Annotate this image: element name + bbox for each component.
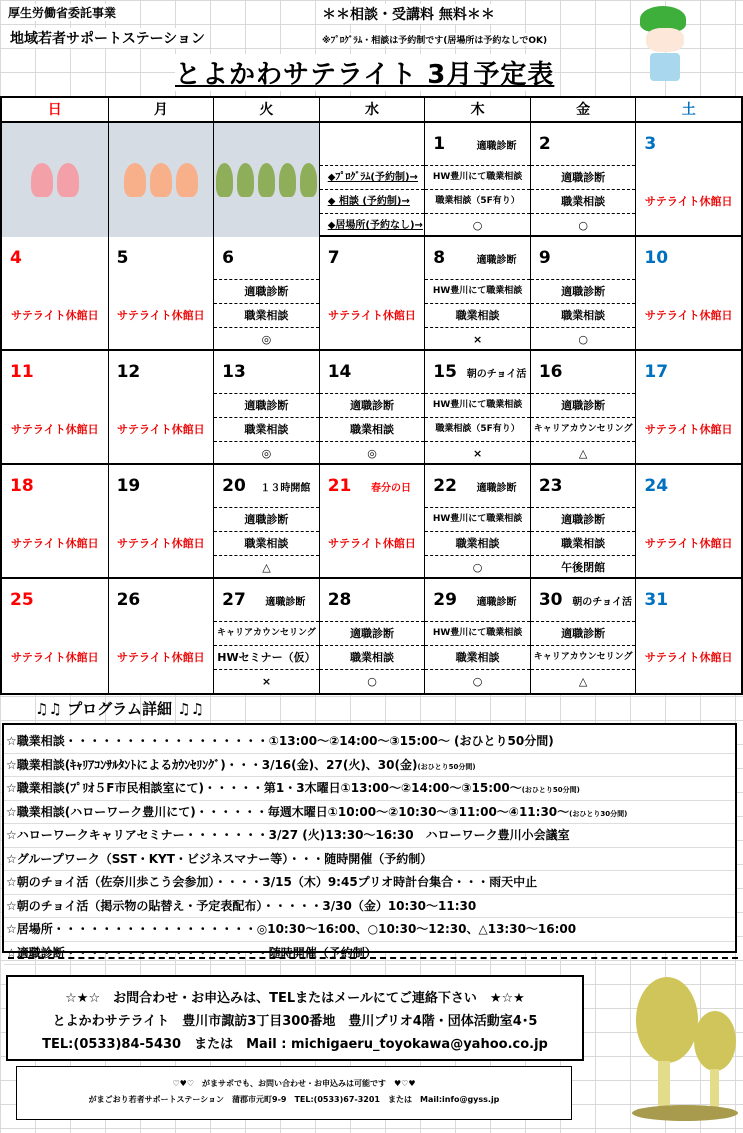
org-name: 地域若者サポートステーション	[10, 28, 205, 48]
schedule-item: 職業相談	[531, 303, 636, 327]
closed-label: サテライト休館日	[10, 309, 99, 322]
program-text: ☆職業相談(ハローワーク豊川にて)・・・・・・毎週木曜日①10:00～②10:30～③11:00～④11:30～	[6, 804, 570, 819]
contact-tel-mail: TEL:(0533)84-5430 または Mail : michigaeru_toyokawa@yahoo.co.jp	[42, 1037, 548, 1052]
date-number: 11	[10, 362, 34, 382]
date-number: 25	[10, 590, 34, 610]
program-details	[2, 723, 737, 960]
day-cell	[530, 237, 636, 351]
ibasho-status: ○	[425, 669, 530, 693]
date-header	[2, 465, 108, 507]
day-cell	[424, 579, 530, 693]
doll-icon	[258, 163, 275, 197]
schedule-item: 職業相談	[531, 189, 636, 213]
calendar-week	[2, 351, 741, 465]
date-header	[531, 237, 636, 279]
day-cell	[213, 237, 319, 351]
day-cell	[635, 579, 741, 693]
date-number: 3	[644, 134, 657, 154]
day-note: 適職診断	[265, 596, 306, 608]
reservation-note: ※ﾌﾟﾛｸﾞﾗﾑ・相談は予約制です(居場所は予約なしでOK)	[322, 33, 547, 46]
program-item	[4, 848, 735, 872]
date-number: 22	[433, 476, 457, 496]
closed-label: サテライト休館日	[117, 423, 205, 436]
schedule-item: 適職診断	[320, 621, 425, 645]
date-number: 18	[10, 476, 34, 496]
schedule-item: 職業相談	[320, 645, 425, 669]
day-cell	[2, 237, 108, 351]
closed-label: サテライト休館日	[644, 309, 733, 322]
schedule-item: 職業相談	[425, 531, 530, 555]
date-header	[2, 579, 108, 621]
day-cell	[635, 351, 741, 465]
day-cell	[108, 237, 214, 351]
closed-label: サテライト休館日	[117, 651, 205, 664]
date-header	[636, 465, 741, 507]
date-header	[425, 351, 530, 393]
date-number: 8	[433, 248, 446, 268]
weekday-3: 水	[319, 98, 425, 122]
schedule-item: 職業相談	[531, 531, 636, 555]
schedule-item: 職業相談	[425, 645, 530, 669]
date-number: 9	[538, 248, 551, 268]
date-number: 16	[538, 362, 563, 382]
date-header	[109, 237, 214, 279]
ibasho-status: ○	[320, 669, 425, 693]
schedule-item: HWセミナー（仮）	[214, 645, 319, 669]
weekday-0: 日	[47, 102, 62, 118]
day-note: 適職診断	[476, 482, 517, 494]
contact-box	[6, 975, 584, 1061]
ministry-label: 厚生労働省委託事業	[8, 6, 117, 20]
schedule-item: 職業相談	[214, 531, 319, 555]
gamagori-box	[16, 1066, 572, 1120]
date-header	[320, 237, 425, 279]
program-note: (おひとり50分間)	[521, 786, 580, 794]
calendar	[0, 96, 743, 695]
day-cell	[2, 351, 108, 465]
date-number: 19	[116, 476, 141, 496]
ibasho-status: ○	[425, 555, 530, 579]
date-header	[636, 237, 741, 279]
schedule-item: HW豊川にて職業相談	[425, 279, 530, 303]
day-cell	[2, 123, 108, 237]
day-cell	[424, 237, 530, 351]
ibasho-status: ○	[531, 327, 636, 351]
date-header	[425, 465, 530, 507]
closed-label: サテライト休館日	[644, 651, 733, 664]
free-notice: ＊＊相談・受講料 無料＊＊	[322, 4, 495, 24]
day-note: 適職診断	[476, 140, 517, 152]
day-cell	[530, 465, 636, 579]
schedule-item: 適職診断	[531, 621, 636, 645]
ibasho-status: △	[531, 441, 636, 465]
program-item	[4, 730, 735, 754]
date-header	[109, 351, 214, 393]
date-number: 29	[433, 590, 457, 610]
program-note: (おひとり30分間)	[569, 809, 628, 818]
divider	[8, 957, 738, 959]
program-text: ☆職業相談(ｷｬﾘｱｺﾝｻﾙﾀﾝﾄによるｶｳﾝｾﾘﾝｸﾞ)・・・3/16(金)、27(火)、30(金)	[6, 757, 418, 772]
hina-doll-illustration-icon	[2, 123, 108, 237]
day-cell	[635, 123, 741, 237]
date-number: 20	[222, 476, 246, 496]
date-header	[214, 351, 319, 393]
date-header	[531, 579, 636, 621]
empty-date	[320, 123, 425, 165]
date-number: 30	[538, 590, 563, 610]
date-number: 12	[116, 362, 141, 382]
ibasho-status: ◎	[320, 441, 425, 465]
program-text: ☆適職診断・・・・・・・・・・・・・・・・・随時開催（予約制）	[6, 945, 377, 960]
day-cell	[530, 351, 636, 465]
date-number: 26	[116, 590, 141, 610]
schedule-item: 適職診断	[214, 279, 319, 303]
ibasho-status: ×	[425, 441, 530, 465]
program-item	[4, 871, 735, 895]
date-number: 27	[222, 590, 246, 610]
program-title: ♫♫ プログラム詳細 ♫♫	[35, 700, 205, 718]
program-item	[4, 918, 735, 942]
day-cell	[108, 351, 214, 465]
row-label: ◆ﾌﾟﾛｸﾞﾗﾑ(予約制)→	[320, 165, 425, 189]
date-header	[425, 237, 530, 279]
date-header	[531, 123, 636, 165]
weekday-header	[2, 98, 741, 123]
weekday-2: 火	[213, 98, 319, 122]
date-header	[636, 351, 741, 393]
program-text: ☆職業相談(ﾌﾟﾘｵ５F市民相談室にて)・・・・・第1・3木曜日①13:00～②14:00～③15:00～	[6, 781, 522, 795]
doll-icon	[300, 163, 317, 197]
date-number: 24	[644, 476, 669, 496]
date-number: 1	[433, 134, 446, 154]
date-number: 28	[327, 590, 352, 610]
date-number: 2	[538, 134, 551, 154]
date-header	[425, 579, 530, 621]
date-number: 21	[327, 476, 352, 496]
weekday-6: 土	[635, 98, 741, 122]
hina-doll-illustration-icon	[109, 123, 214, 237]
day-cell	[2, 579, 108, 693]
day-cell	[530, 579, 636, 693]
program-item	[4, 777, 735, 801]
row-label: ◆ 相談 (予約制)→	[320, 189, 425, 213]
day-cell	[319, 237, 425, 351]
day-cell	[213, 579, 319, 693]
day-cell	[424, 351, 530, 465]
ibasho-status: ×	[214, 669, 319, 693]
day-cell	[424, 123, 530, 237]
day-cell	[635, 465, 741, 579]
date-number: 10	[644, 248, 669, 268]
closed-label: サテライト休館日	[644, 423, 733, 436]
day-note: 朝のチョイ活	[572, 596, 632, 608]
program-item	[4, 942, 735, 966]
doll-icon	[237, 163, 254, 197]
weekday-1: 月	[108, 98, 214, 122]
day-note: １３時開館	[260, 482, 311, 494]
closed-label: サテライト休館日	[328, 537, 416, 550]
date-number: 5	[116, 248, 129, 268]
closed-label: サテライト休館日	[10, 423, 99, 436]
ibasho-status: ○	[425, 213, 530, 237]
schedule-item: 適職診断	[531, 393, 636, 417]
contact-line: ☆★☆ お問合わせ・お申込みは、TELまたはメールにてご連絡下さい ★☆★	[65, 991, 525, 1006]
program-item	[4, 895, 735, 919]
page-title: とよかわサテライト 3月予定表	[175, 54, 554, 91]
day-cell	[424, 465, 530, 579]
schedule-item: 適職診断	[531, 507, 636, 531]
schedule-item: 職業相談	[214, 303, 319, 327]
date-number: 15	[433, 362, 457, 382]
ibasho-status: ○	[531, 213, 636, 237]
day-cell	[319, 465, 425, 579]
day-note: 適職診断	[476, 254, 517, 266]
schedule-item: HW豊川にて職業相談	[425, 507, 530, 531]
program-item	[4, 754, 735, 778]
day-cell	[213, 123, 319, 237]
day-note: 適職診断	[476, 596, 517, 608]
date-header	[214, 465, 319, 507]
calendar-week	[2, 123, 741, 237]
frog-mascot-icon	[640, 6, 690, 86]
date-header	[214, 579, 319, 621]
date-header	[320, 351, 425, 393]
schedule-item: キャリアカウンセリング	[531, 645, 636, 669]
schedule-item: 職業相談	[214, 417, 319, 441]
schedule-item: キャリアカウンセリング	[214, 621, 319, 645]
date-header	[320, 579, 425, 621]
day-cell	[530, 123, 636, 237]
program-text: ☆ハローワークキャリアセミナー・・・・・・・3/27 (火)13:30～16:30 ハローワーク豊川小会議室	[6, 828, 570, 842]
mushroom-mascot-icon	[632, 975, 742, 1125]
doll-icon	[150, 163, 172, 197]
program-text: ☆居場所・・・・・・・・・・・・・・・・・◎10:30～16:00、○10:30～12:30、△13:30～16:00	[6, 922, 577, 936]
doll-icon	[279, 163, 296, 197]
schedule-item: 職業相談（5F有り）	[425, 189, 530, 213]
day-cell	[108, 465, 214, 579]
doll-icon	[31, 163, 53, 197]
ibasho-status: ◎	[214, 441, 319, 465]
ibasho-status: △	[214, 555, 319, 579]
doll-icon	[176, 163, 198, 197]
program-text: ☆職業相談・・・・・・・・・・・・・・・・・①13:00～②14:00～③15:00～ (おひとり50分間)	[6, 734, 554, 748]
day-cell	[319, 351, 425, 465]
weekday-4: 木	[424, 98, 530, 122]
day-cell	[108, 123, 214, 237]
date-header	[109, 579, 214, 621]
doll-icon	[57, 163, 79, 197]
schedule-item: HW豊川にて職業相談	[425, 165, 530, 189]
program-text: ☆朝のチョイ活（掲示物の貼替え・予定表配布）・・・・・3/30（金）10:30～11:30	[6, 898, 477, 913]
ibasho-status: 午後閉館	[531, 555, 636, 579]
calendar-week	[2, 465, 741, 579]
date-header	[320, 465, 425, 507]
program-text: ☆朝のチョイ活（佐奈川歩こう会参加）・・・・3/15（木）9:45プリオ時計台集合・・・雨天中止	[6, 875, 538, 889]
calendar-week	[2, 579, 741, 693]
schedule-item: 職業相談	[425, 303, 530, 327]
doll-icon	[124, 163, 146, 197]
day-cell	[213, 465, 319, 579]
date-number: 31	[644, 590, 669, 610]
date-header	[2, 351, 108, 393]
date-header	[425, 123, 530, 165]
schedule-item: 職業相談	[320, 417, 425, 441]
doll-icon	[216, 163, 233, 197]
date-header	[214, 237, 319, 279]
closed-label: サテライト休館日	[10, 537, 99, 550]
date-header	[531, 351, 636, 393]
date-header	[636, 123, 741, 165]
hina-doll-illustration-icon	[214, 123, 319, 237]
date-number: 14	[327, 362, 352, 382]
schedule-item: 適職診断	[214, 507, 319, 531]
day-cell	[319, 579, 425, 693]
day-note: 春分の日	[370, 482, 411, 494]
date-number: 4	[10, 248, 22, 268]
program-item	[4, 824, 735, 848]
day-cell	[2, 465, 108, 579]
schedule-item: 適職診断	[320, 393, 425, 417]
date-number: 7	[327, 248, 340, 268]
date-header	[2, 237, 108, 279]
program-note: (おひとり50分間)	[417, 762, 476, 771]
date-number: 23	[538, 476, 563, 496]
row-label: ◆居場所(予約なし)→	[320, 213, 425, 237]
date-header	[636, 579, 741, 621]
schedule-item: 適職診断	[214, 393, 319, 417]
closed-label: サテライト休館日	[117, 537, 205, 550]
schedule-item: 職業相談（5F有り）	[425, 417, 530, 441]
schedule-item: HW豊川にて職業相談	[425, 393, 530, 417]
ibasho-status: △	[531, 669, 636, 693]
contact-address: とよかわサテライト 豊川市諏訪3丁目300番地 豊川プリオ4階・団体活動室4･5	[52, 1014, 538, 1029]
date-number: 17	[644, 362, 669, 382]
schedule-item: 適職診断	[531, 279, 636, 303]
schedule-item: 適職診断	[531, 165, 636, 189]
calendar-week	[2, 237, 741, 351]
program-text: ☆グループワーク（SST・KYT・ビジネスマナー等）・・・随時開催（予約制）	[6, 851, 433, 866]
closed-label: サテライト休館日	[117, 309, 205, 322]
gamagori-contact: がまごおり若者サポートステーション 蒲郡市元町9-9 TEL:(0533)67-3201 または Mail:info@gyss.jp	[88, 1095, 500, 1104]
weekday-5: 金	[530, 98, 636, 122]
schedule-item: HW豊川にて職業相談	[425, 621, 530, 645]
date-header	[531, 465, 636, 507]
closed-label: サテライト休館日	[328, 309, 416, 322]
date-number: 13	[222, 362, 246, 382]
ibasho-status: ◎	[214, 327, 319, 351]
closed-label: サテライト休館日	[644, 537, 733, 550]
date-header	[109, 465, 214, 507]
date-number: 6	[222, 248, 234, 268]
day-cell	[108, 579, 214, 693]
day-cell	[319, 123, 425, 237]
day-cell	[213, 351, 319, 465]
day-note: 朝のチョイ活	[466, 368, 527, 380]
program-item	[4, 801, 735, 825]
closed-label: サテライト休館日	[644, 195, 733, 208]
day-cell	[635, 237, 741, 351]
schedule-item: キャリアカウンセリング	[531, 417, 636, 441]
ibasho-status: ×	[425, 327, 530, 351]
closed-label: サテライト休館日	[10, 651, 99, 664]
gamagori-line: ♡♥♡ がまサポでも、お問い合わせ・お申込みは可能です ♥♡♥	[172, 1079, 416, 1088]
